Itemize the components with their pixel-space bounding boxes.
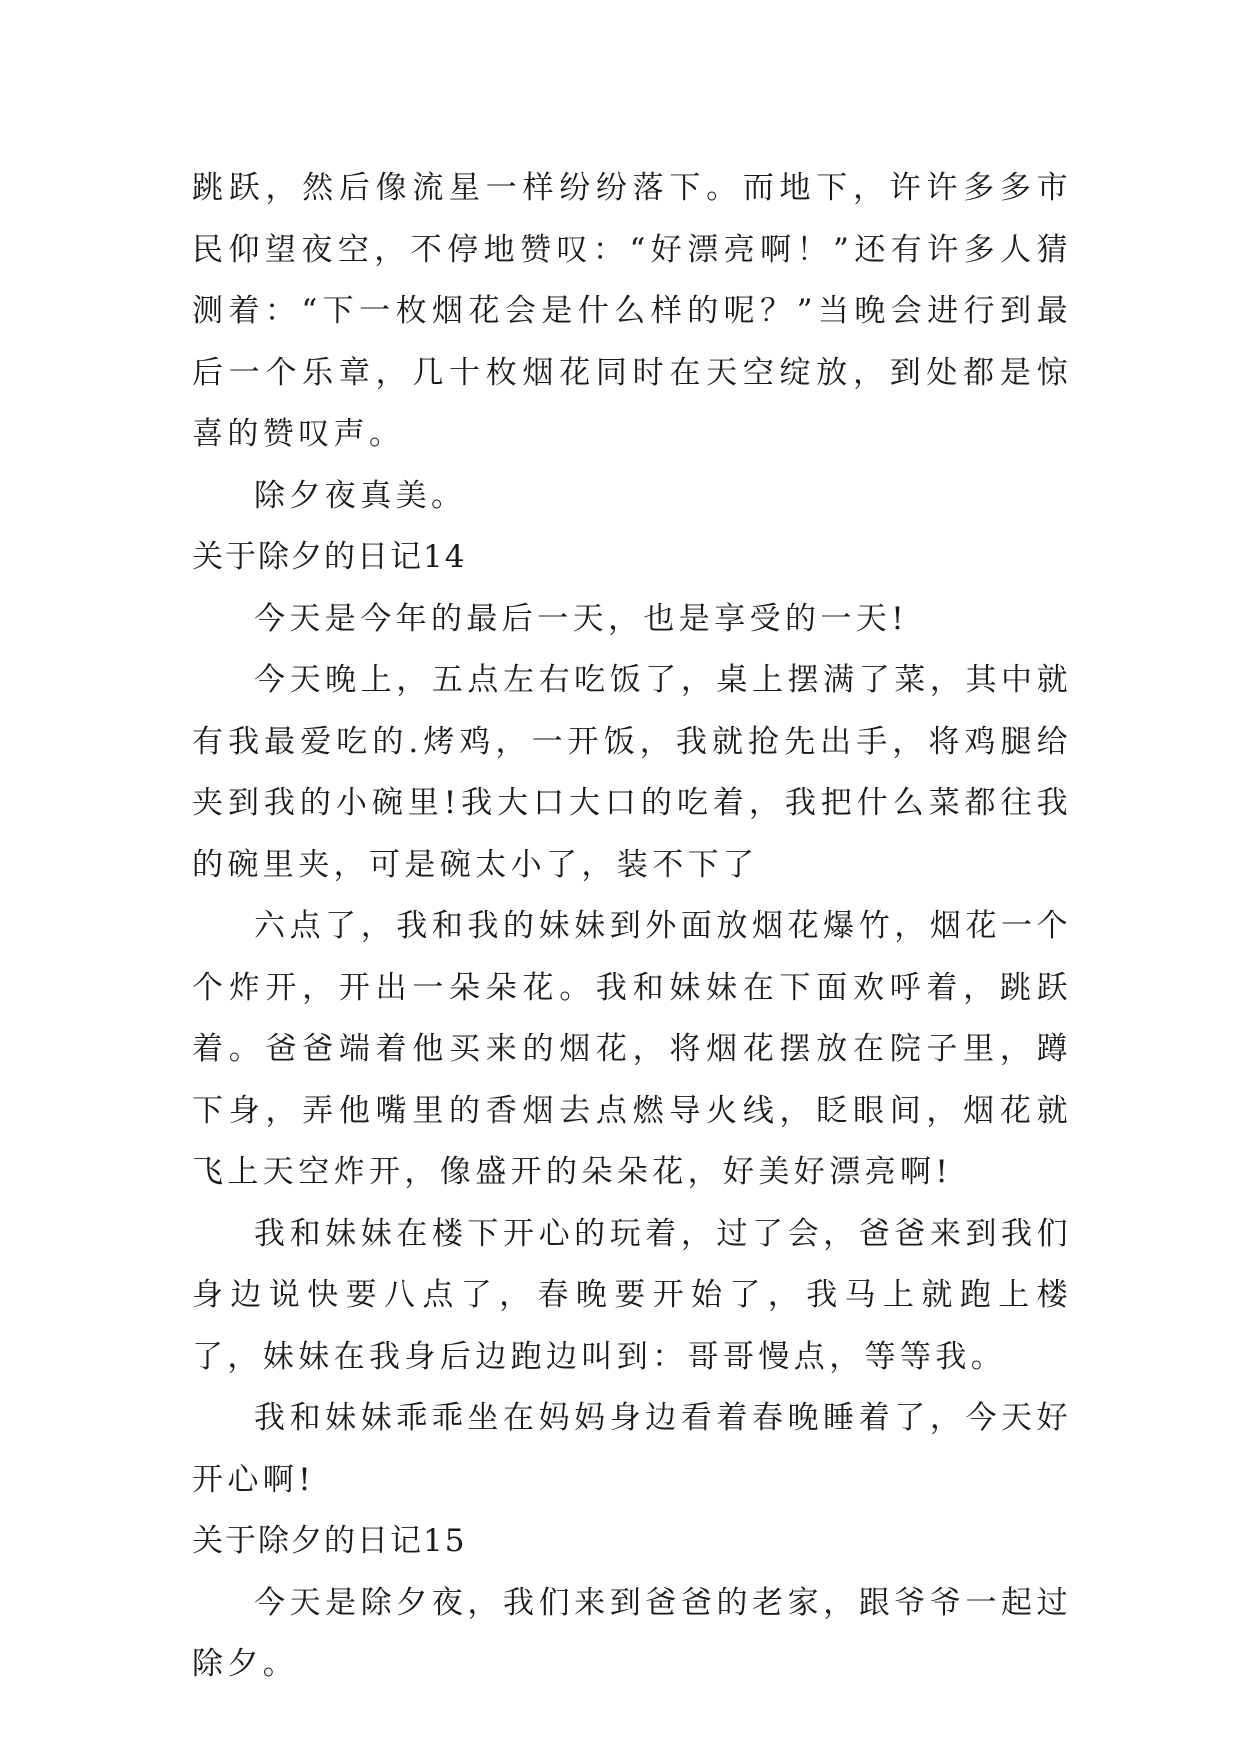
paragraph-closing: 除夕夜真美。 [254, 477, 467, 514]
diary-15-heading: 关于除夕的日记15 [192, 1523, 467, 1559]
diary-14-paragraph-4: 我和妹妹在楼下开心的玩着，过了会，爸爸来到我们身边说快要八点了，春晚要开始了，我马上就跑上楼了，妹妹在我身后边跑边叫到：哥哥慢点，等等我。 [192, 1215, 1072, 1375]
document-body [192, 158, 1072, 1696]
diary-14-paragraph-3: 六点了，我和我的妹妹到外面放烟花爆竹，烟花一个个炸开，开出一朵朵花。我和妹妹在下面欢呼着，跳跃着。爸爸端着他买来的烟花，将烟花摆放在院子里，蹲下身，弄他嘴里的香烟去点燃导火线，眨眼间，烟花就飞上天空炸开，像盛开的朵朵花，好美好漂亮啊! [192, 908, 1072, 1190]
diary-14-paragraph-2: 今天晚上，五点左右吃饭了，桌上摆满了菜，其中就有我最爱吃的.烤鸡，一开饭，我就抢先出手，将鸡腿给夹到我的小碗里!我大口大口的吃着，我把什么菜都往我的碗里夹，可是碗太小了，装不下了 [192, 662, 1072, 883]
diary-14-paragraph-5: 我和妹妹乖乖坐在妈妈身边看着春晚睡着了，今天好开心啊! [192, 1400, 1072, 1498]
diary-14-heading: 关于除夕的日记14 [192, 539, 467, 575]
diary-15-paragraph-1: 今天是除夕夜，我们来到爸爸的老家，跟爷爷一起过除夕。 [192, 1584, 1072, 1682]
diary-14-paragraph-1: 今天是今年的最后一天，也是享受的一天! [254, 600, 909, 637]
paragraph-continued: 跳跃，然后像流星一样纷纷落下。而地下，许许多多市民仰望夜空，不停地赞叹：“好漂亮啊！”还有许多人猜测着：“下一枚烟花会是什么样的呢？”当晚会进行到最后一个乐章，几十枚烟花同时在天空绽放，到处都是惊喜的赞叹声。 [192, 170, 1072, 452]
